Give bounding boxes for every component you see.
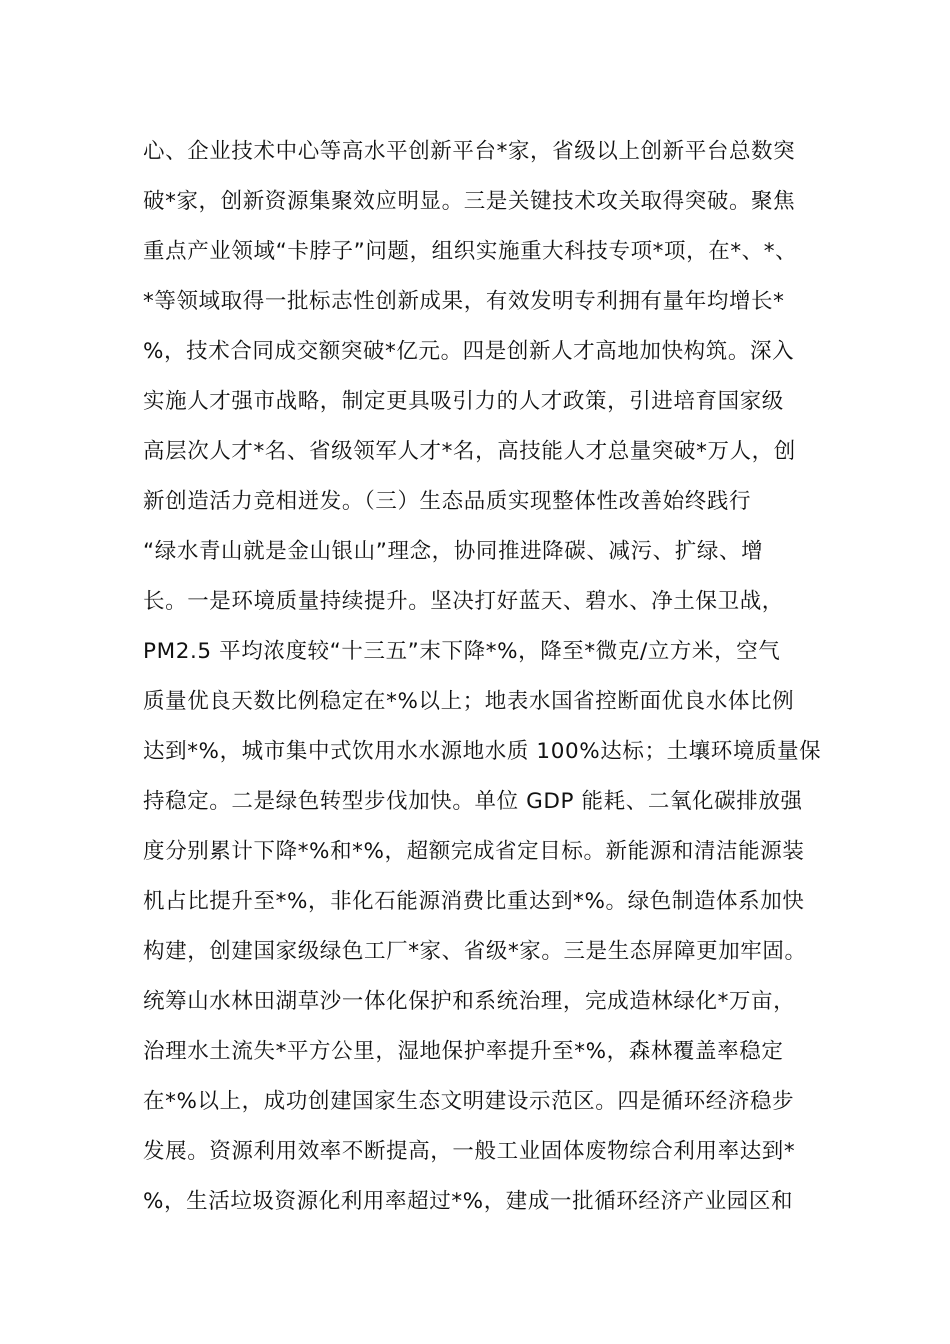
text-line: 在*%以上，成功创建国家生态文明建设示范区。四是循环经济稳步 (143, 1089, 795, 1114)
text-line: %，技术合同成交额突破*亿元。四是创新人才高地加快构筑。深入 (143, 339, 795, 364)
text-line: 实施人才强市战略，制定更具吸引力的人才政策，引进培育国家级 (143, 389, 784, 414)
text-line: 发展。资源利用效率不断提高，一般工业固体废物综合利用率达到* (143, 1139, 796, 1164)
text-line: 质量优良天数比例稳定在*%以上；地表水国省控断面优良水体比例 (143, 689, 795, 714)
text-line: *等领域取得一批标志性创新成果，有效发明专利拥有量年均增长* (143, 289, 785, 314)
text-line: 机占比提升至*%，非化石能源消费比重达到*%。绿色制造体系加快 (143, 889, 805, 914)
text-line: 高层次人才*名、省级领军人才*名，高技能人才总量突破*万人，创 (143, 439, 796, 464)
text-line: 统筹山水林田湖草沙一体化保护和系统治理，完成造林绿化*万亩， (143, 989, 796, 1014)
text-line: 达到*%，城市集中式饮用水水源地水质 100%达标；土壤环境质量保 (143, 739, 822, 764)
text-line: “绿水青山就是金山银山”理念，协同推进降碳、减污、扩绿、增 (143, 539, 764, 564)
text-line: 长。一是环境质量持续提升。坚决打好蓝天、碧水、净土保卫战， (143, 589, 784, 614)
text-line: 度分别累计下降*%和*%，超额完成省定目标。新能源和清洁能源装 (143, 839, 805, 864)
text-line: PM2.5 平均浓度较“十三五”末下降*%，降至*微克/立方米，空气 (143, 639, 781, 664)
text-line: 治理水土流失*平方公里，湿地保护率提升至*%，森林覆盖率稳定 (143, 1039, 784, 1064)
text-line: %，生活垃圾资源化利用率超过*%，建成一批循环经济产业园区和 (143, 1189, 794, 1214)
text-line: 破*家，创新资源集聚效应明显。三是关键技术攻关取得突破。聚焦 (143, 189, 796, 214)
text-line: 重点产业领域“卡脖子”问题，组织实施重大科技专项*项，在*、*、 (143, 239, 798, 264)
text-line: 持稳定。二是绿色转型步伐加快。单位 GDP 能耗、二氧化碳排放强 (143, 789, 803, 814)
text-line: 构建，创建国家级绿色工厂*家、省级*家。三是生态屏障更加牢固。 (143, 939, 807, 964)
text-line: 心、企业技术中心等高水平创新平台*家，省级以上创新平台总数突 (143, 139, 796, 164)
text-line: 新创造活力竞相迸发。（三）生态品质实现整体性改善始终践行 (143, 489, 752, 514)
